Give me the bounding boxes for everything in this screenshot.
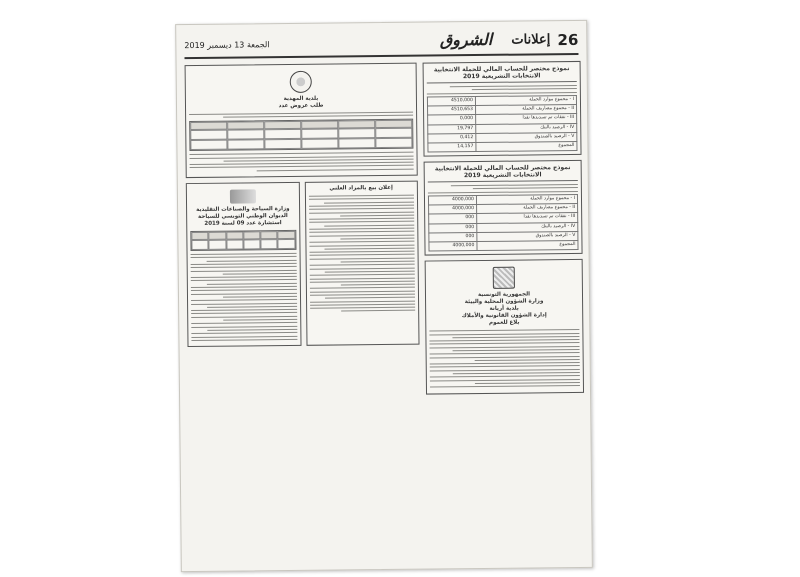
newspaper-page [175, 20, 593, 572]
box-title: نموذج مختصر للحساب المالي للحملة الانتخابية الانتخابات التشريعية 2019 [427, 65, 577, 84]
department-name: إدارة الشؤون القانونية والأملاك [461, 312, 547, 320]
table-row: IV - الرصيد بالبنك 19,797 [428, 123, 577, 134]
right-column [423, 61, 586, 561]
table-row: IV - الرصيد بالبنك 000 [429, 222, 578, 233]
table-row: V - الرصيد بالصندوق 000 [429, 231, 578, 242]
box-title: نموذج مختصر للحساب المالي للحملة الانتخابية الانتخابات التشريعية 2019 [428, 164, 578, 183]
table-row: II - مجموع مصاريف الحملة 4510,653 [428, 105, 577, 116]
municipality-notice [425, 259, 584, 394]
lower-ads [186, 181, 420, 352]
box-text [427, 85, 577, 94]
auction-title: إعلان بيع بالمزاد العلني [329, 184, 393, 192]
financial-summary-box-2 [424, 160, 583, 256]
table-row: III - نفقات تم تسديدها نقدا 0,000 [428, 114, 577, 125]
tender-org: بلدية المهدية [283, 95, 319, 103]
left-column [185, 63, 422, 563]
page-number: 26 [557, 30, 579, 50]
tourism-office: الديوان الوطني التونسي للسياحة [198, 213, 288, 221]
table-row: V - الرصيد بالصندوق 0,412 [428, 132, 577, 143]
tourism-tender-title: استشارة عدد 09 لسنة 2019 [204, 220, 282, 227]
table-row: II - مجموع مصاريف الحملة 4000,000 [429, 204, 578, 215]
table-row: المجموع 14,157 [428, 141, 577, 152]
financial-summary-box-1 [423, 61, 582, 157]
tourism-logo-icon [230, 189, 256, 203]
notice-text [429, 329, 580, 388]
tender-title: طلب عروض عدد [278, 102, 324, 110]
republic-emblem-icon [493, 267, 515, 289]
box-text [428, 184, 578, 193]
ministry-name: وزارة الشؤون المحلية والبيئة [464, 298, 544, 306]
issue-date: الجمعة 13 ديسمبر 2019 [184, 40, 270, 51]
municipality-emblem-icon [290, 71, 312, 93]
table-row: I - مجموع موارد الحملة 4000,000 [428, 194, 577, 205]
tender-table [189, 119, 413, 151]
municipality-tender [185, 63, 418, 179]
financial-table-2 [428, 194, 579, 252]
tourism-ministry: وزارة السياحة والصناعات التقليدية [196, 206, 290, 214]
auction-notice [304, 181, 419, 346]
tender-text [189, 112, 413, 119]
table-row: I - مجموع موارد الحملة 4510,000 [427, 95, 576, 106]
notice-title: بلاغ للعموم [489, 319, 520, 327]
tourism-text [191, 253, 297, 341]
table-row: III - نفقات تم تسديدها نقدا 000 [429, 213, 578, 224]
tourism-tender [186, 182, 301, 347]
tender-conditions [190, 152, 414, 172]
republic-name: الجمهورية التونسية [477, 291, 531, 299]
auction-text [308, 195, 415, 312]
page-header [184, 29, 578, 59]
table-row: المجموع 4000,000 [429, 240, 578, 251]
newspaper-logo: الشروق [439, 29, 493, 50]
tourism-table [190, 230, 296, 251]
municipality-name: بلدية أريانة [489, 305, 519, 313]
section-title: إعلانات [511, 32, 551, 48]
financial-table-1 [427, 95, 578, 153]
